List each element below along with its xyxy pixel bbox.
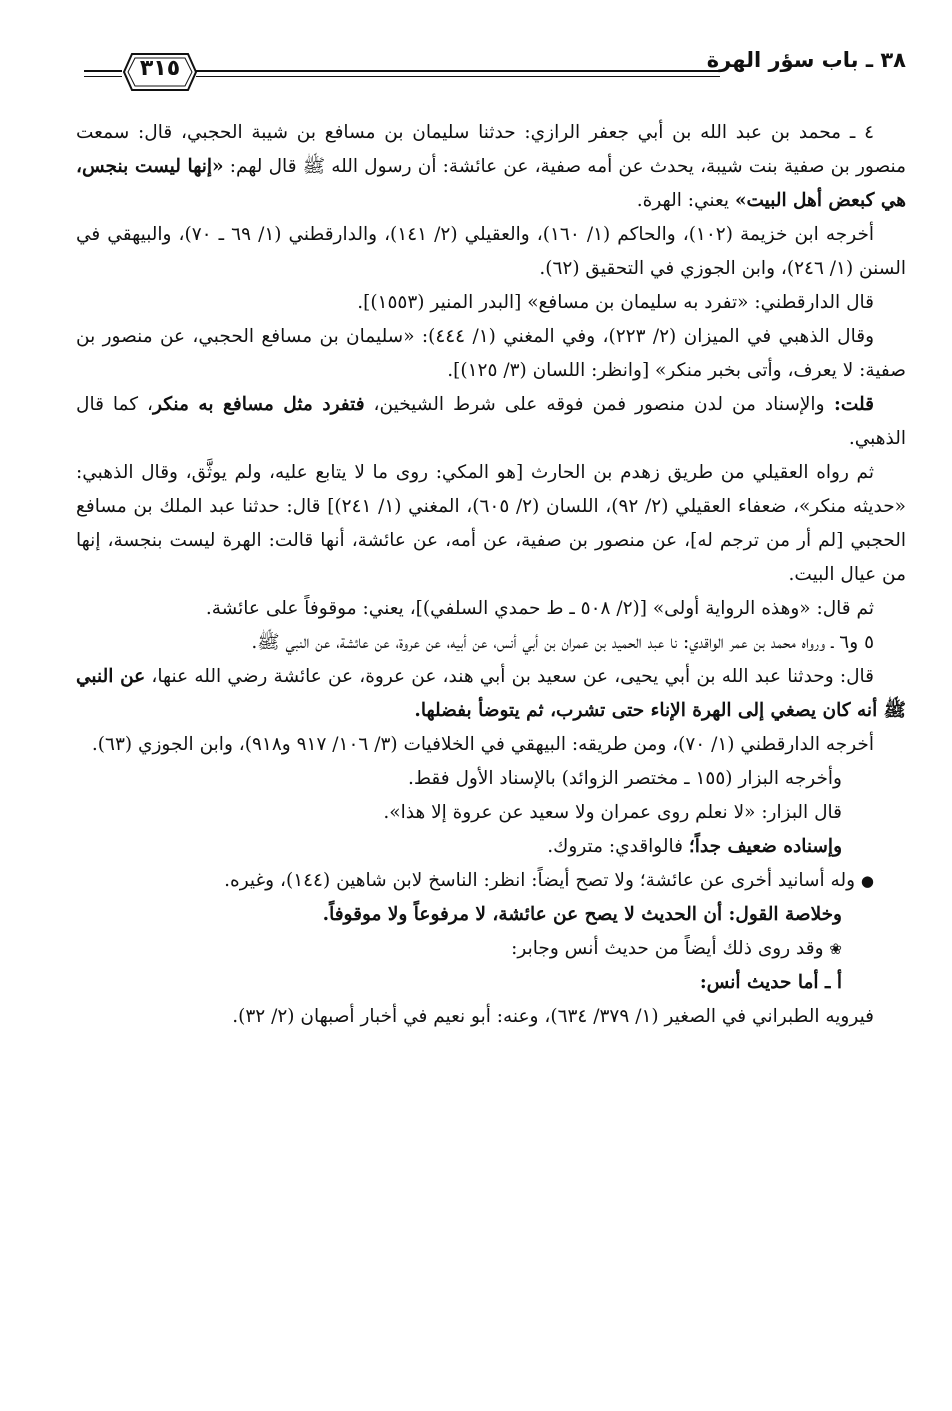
text-run: ٤ ـ محمد بن عبد الله بن أبي جعفر الرازي: حدثنا سليمان بن مسافع بن شيبة الحجبي، قال: سمعت منصور بن صفية بنت شيبة، يحدث عن أمه صفية، عن عائشة: أن رسول الله ﷺ قال لهم:	[76, 122, 906, 177]
anas-heading: أ ـ أما حديث أنس:	[699, 972, 842, 993]
text-run: وله أسانيد أخرى عن عائشة؛ ولا تصح أيضاً: انظر: الناسخ لابن شاهين (١٤٤)، وغيره.	[224, 870, 861, 891]
ornament-icon: ❀	[829, 940, 842, 958]
summary-label: وخلاصة القول:	[722, 904, 842, 925]
emphasis-run: فتفرد مثل مسافع به منكر	[152, 394, 365, 415]
text-run: ، كما قال الذهبي.	[76, 394, 906, 449]
comment-label: قلت:	[824, 394, 874, 415]
second-chain-paragraph	[76, 660, 906, 728]
other-chains-paragraph	[76, 864, 906, 898]
bullet-icon: ●	[860, 872, 874, 890]
daraqutni-quote: قال الدارقطني: «تفرد به سليمان بن مسافع» [البدر المنير (١٥٥٣)].	[357, 292, 874, 313]
hadith-5-6-paragraph: ٥ و٦ ـ ورواه محمد بن عمر الواقدي: نا عبد الحميد بن عمران بن أبي أنس، عن أبيه، عن عروة، عن عائشة، عن النبي ﷺ.	[251, 632, 874, 653]
bazzar-takhrij: وأخرجه البزار (١٥٥ ـ مختصر الزوائد) بالإسناد الأول فقط.	[407, 768, 842, 789]
dhahabi-paragraph: وقال الذهبي في الميزان (٢/ ٢٢٣)، وفي المغني (١/ ٤٤٤): «سليمان بن مسافع الحجبي، عن منصور بن صفية: لا يعرف، وأتى بخبر منكر» [وانظر: اللسان (٣/ ١٢٥)].	[76, 326, 906, 381]
takhrij-paragraph-2: أخرجه الدارقطني (١/ ٧٠)، ومن طريقه: البيهقي في الخلافيات (٣/ ١٠٦/ ٩١٧ و٩١٨)، وابن الجوزي (٦٣).	[91, 734, 874, 755]
page-body	[76, 116, 906, 1034]
text-run: والإسناد من لدن منصور فمن فوقه على شرط الشيخين،	[364, 394, 825, 415]
page-number: ٣١٥	[139, 56, 181, 81]
anas-jabir-intro	[76, 932, 906, 966]
summary-text: أن الحديث لا يصح عن عائشة، لا مرفوعاً ولا موقوفاً.	[322, 904, 723, 925]
summary-paragraph	[76, 898, 906, 932]
hadith-quote: «إنها ليست بنجس، هي كبعض أهل البيت»	[76, 156, 906, 211]
page-header	[84, 40, 906, 110]
bazzar-quote: قال البزار: «لا نعلم روى عمران ولا سعيد عن عروة إلا هذا».	[383, 802, 842, 823]
header-rule	[196, 70, 720, 77]
chapter-title: ٣٨ ـ باب سؤر الهرة	[706, 48, 906, 72]
uqayli-paragraph: ثم رواه العقيلي من طريق زهدم بن الحارث [هو المكي: روى ما لا يتابع عليه، ولم يوثَّق، وقال الذهبي: «حديثه منكر»، ضعفاء العقيلي (٢/ ٩٢)، اللسان (٢/ ٦٠٥)، المغني (١/ ٢٤١)] قال: حدثنا عبد الملك بن مسافع الحجبي [لم أر من ترجم له]، عن منصور بن صفية، عن أمه، عن عائشة، أنها قالت: الهرة ليست بنجسة، إنها من عيال البيت.	[76, 462, 906, 585]
isnad-verdict	[76, 830, 906, 864]
text-run: يعني: الهرة.	[636, 190, 735, 211]
uqayli-conclusion: ثم قال: «وهذه الرواية أولى» [(٢/ ٥٠٨ ـ ط حمدي السلفي)]، يعني: موقوفاً على عائشة.	[205, 598, 874, 619]
page-number-badge	[122, 50, 198, 94]
text-run: فالواقدي: متروك.	[547, 836, 689, 857]
header-rule-left	[84, 70, 122, 77]
text-run: قال: وحدثنا عبد الله بن أبي يحيى، عن سعيد بن أبي هند، عن عروة، عن عائشة رضي الله عنها،	[145, 666, 874, 687]
takhrij-paragraph: أخرجه ابن خزيمة (١٠٢)، والحاكم (١/ ١٦٠)، والعقيلي (٢/ ١٤١)، والدارقطني (١/ ٦٩ ـ ٧٠)، والبيهقي في السنن (١/ ٢٤٦)، وابن الجوزي في التحقيق (٦٢).	[76, 224, 906, 279]
tabarani-paragraph: فيرويه الطبراني في الصغير (١/ ٣٧٩/ ٦٣٤)، وعنه: أبو نعيم في أخبار أصبهان (٢/ ٣٢).	[232, 1006, 874, 1027]
hadith-4-paragraph	[76, 116, 906, 218]
text-run: وقد روى ذلك أيضاً من حديث أنس وجابر:	[511, 938, 830, 959]
author-comment	[76, 388, 906, 456]
verdict-label: وإسناده ضعيف جداً؛	[688, 836, 842, 857]
hadith-quote: عن النبي ﷺ أنه كان يصغي إلى الهرة الإناء حتى تشرب، ثم يتوضأ بفضلها.	[76, 666, 906, 721]
